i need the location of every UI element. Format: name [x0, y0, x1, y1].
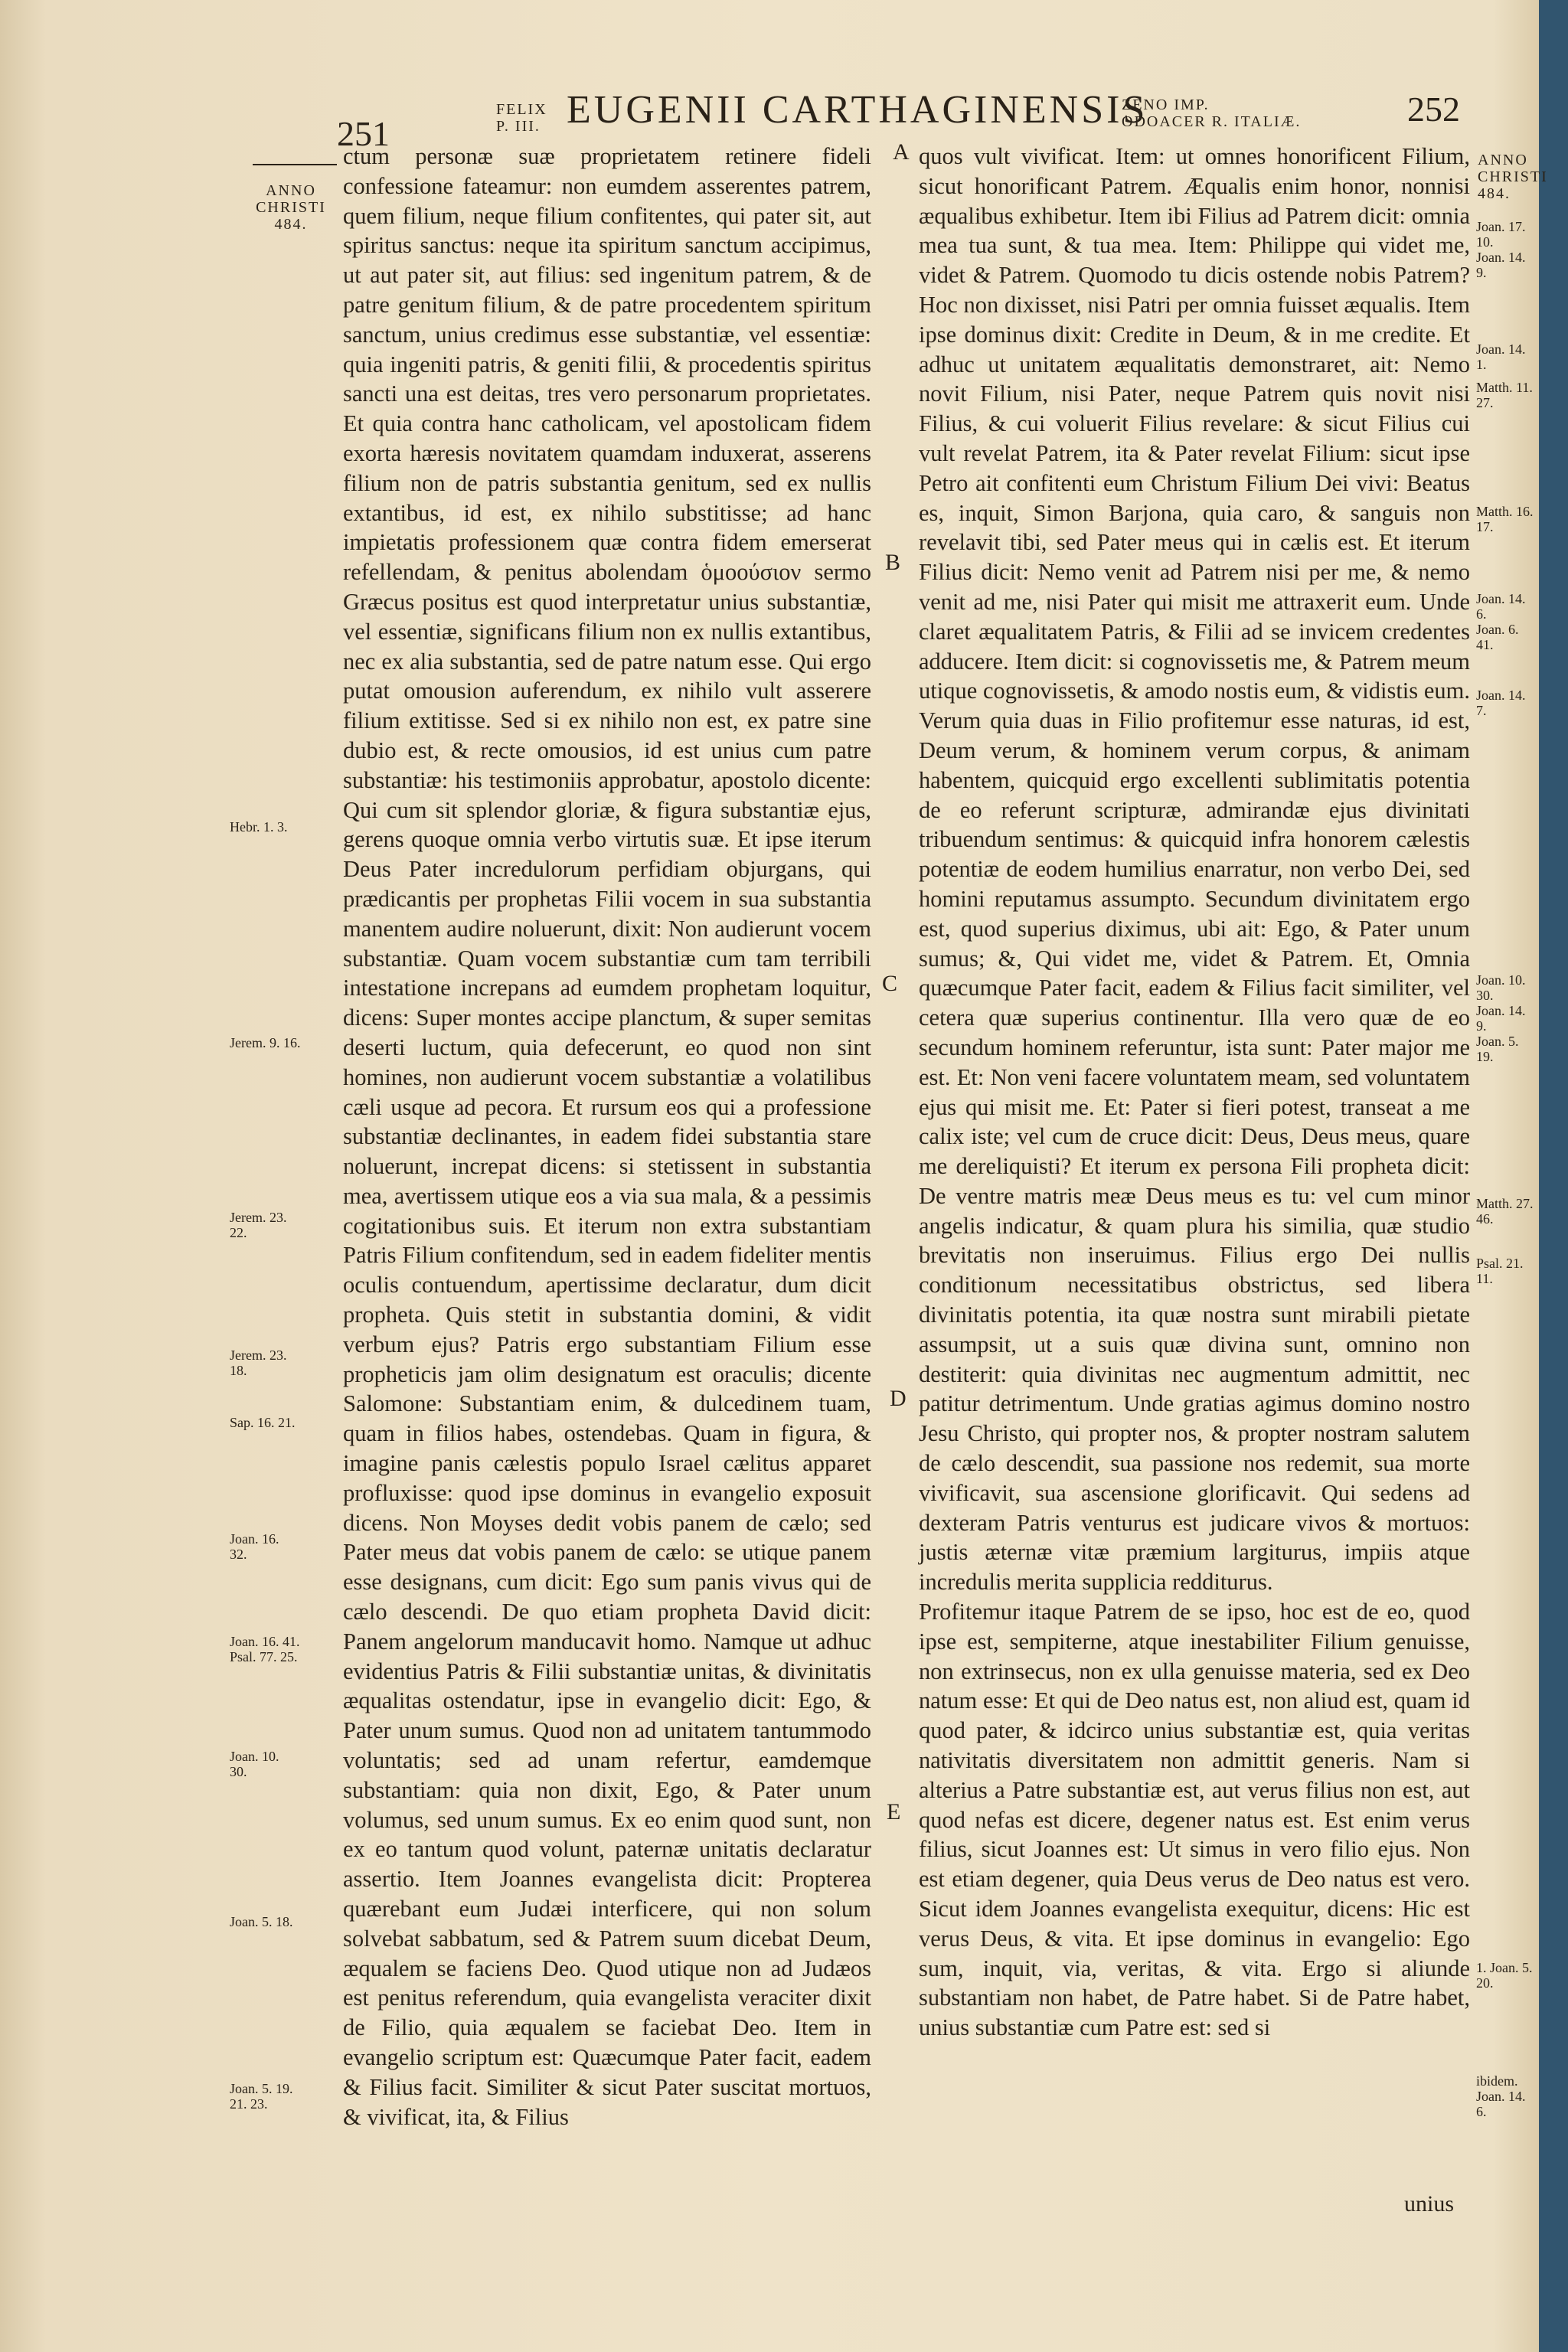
left-text-column: ctum personæ suæ proprietatem retinere fideli confessione fateamur: non eumdem asserentes patrem, quem filium, neque filium confitentes, qui pater sit, aut spiritus sanctus: neque ita spiritum sanctum accipimus, ut aut pater sit, aut filius: sed ingenitum patrem, & de patre genitum filium, & de patre procedentem spiritum sanctum, unius credimus esse substantiæ, vel essentiæ: quia ingeniti patris, & geniti filii, & procedentis spiritus sancti una est deitas, tres vero personarum proprietates. Et quia contra hanc catholicam, vel apostolicam fidem exorta hæresis novitatem quamdam induxerat, asserens filium non de patris substantia genitum, sed ex nullis extantibus, id est, ex nihilo substitisse; ad hanc impietatis professionem quæ contra fidem emerserat refellendam, & penitus abolendam ὁμοούσιον sermo Græcus positus est quod interpretatur unius substantiæ, vel essentiæ, significans filium non ex nullis extantibus, nec ex alia substantia, sed de patre natum esse. Qui ergo putat omousion auferendum, ex nihilo vult asserere filium extitisse. Sed si ex nihilo non est, ex patre sine dubio est, & recte omousios, id est unius cum patre substantiæ: his testimoniis approbatur, apostolo dicente: Qui cum sit splendor gloriæ, & figura substantiæ ejus, gerens quoque omnia verbo virtutis suæ. Et ipse iterum Deus Pater incredulorum perfidiam objurgans, qui prædicantis per prophetas Filii vocem in sua substantia manentem audire noluerunt, dixit: Non audierunt vocem substantiæ. Quam vocem substantiæ cum tam terribili intestatione increpans ad eumdem prophetam loquitur, dicens: Super montes accipe planctum, & super semitas deserti luctum, quia defecerunt, eo quod non sint homines, non audierunt vocem substantiæ a volatilibus cæli usque ad pecora. Et rursum eos qui a professione substantiæ declinantes, in eadem fidei substantia stare noluerunt, increpat dicens: si stetissent in substantia mea, avertissem utique eos a via sua mala, & a pessimis cogitationibus suis. Et iterum non extra substantiam Patris Filium confitendum, sed in eadem fideliter mentis oculis contuendum, apertissime declaratur, dum dicit propheta. Quis stetit in substantia domini, & vidit verbum ejus? Patris ergo substantiam Filium esse propheticis jam olim designatum est oraculis; dicente Salomone: Substantiam enim, & dulcedinem tuam, quam in filios habes, ostendebas. Quam in figura, & imagine panis cælestis populo Israel cælitus apparet profluxisse: quod ipse dominus in evangelio exposuit dicens. Non Moyses dedit vobis panem de cælo; sed Pater meus dat vobis panem de cælo: se utique panem esse designans, cum dicit: Ego sum panis vivus qui de cælo descendi. De quo etiam propheta David dicit: Panem angelorum manducavit homo. Namque ut adhuc evidentius Patris & Filii substantiæ unitas, & divinitatis æqualitas ostendatur, ipse in evangelio dicit: Ego, & Pater unum sumus. Quod non ad unitatem tantummodo voluntatis; sed ad unam refertur, eamdemque substantiam: quia non dixit, Ego, & Pater unum volumus, sed unum sumus. Ex eo enim quod sunt, non ex eo tantum quod volunt, paternæ unitatis declaratur assertio. Item Joannes evangelista dicit: Propterea quærebant eum Judæi interficere, qui non solum solvebat sabbatum, sed & Patrem suum dicebat Deum, æqualem se faciens Deo. Quod utique non ad Judæos est penitus referendum, quia evangelista veraciter dixit de Filio, quia æqualem se faciebat Deo. Item in evangelio scriptum est: Quæcumque Pater facit, eadem & Filius facit. Similiter & sicut Pater suscitat mortuos, & vivificat, ita, & Filius — [343, 143, 871, 2130]
margin-note: Joan. 17. 10. Joan. 14. 9. — [1476, 219, 1526, 280]
right-anno-christi: ANNO CHRISTI 484. — [1478, 152, 1548, 202]
margin-note: Joan. 14. 7. — [1476, 688, 1526, 718]
margin-note: Joan. 14. 1. — [1476, 341, 1526, 372]
right-page-number: 252 — [1407, 90, 1460, 129]
section-letter-d: D — [890, 1386, 906, 1411]
right-text-column: quos vult vivificat. Item: ut omnes honorificent Filium, sicut honorificant Patrem. Æqualis enim honor, nonnisi æqualibus exhibetur. Item ibi Filius ad Patrem dicit: omnia mea tua sunt, & tua mea. Item: Philippe qui videt me, videt & Patrem. Quomodo tu dicis ostende nobis Patrem? Hoc non dixisset, nisi Patri per omnia fuisset æqualis. Item ipse dominus dixit: Credite in Deum, & in me credite. Et adhuc ut unitatem æqualitatis demonstraret, ait: Nemo novit Filium, nisi Pater, neque Patrem quis novit nisi Filius, & cui voluerit Filius revelare: & sicut Filius cui vult revelat Patrem, ita & Pater revelat Filium: sicut ipse Petro ait confitenti eum Christum Filium Dei vivi: Beatus es, inquit, Simon Barjona, quia caro, & sanguis non revelavit tibi, sed Pater meus qui in cælis est. Et iterum Filius dicit: Nemo venit ad Patrem nisi per me, & nemo venit ad me, nisi Pater qui misit me attraxerit eum. Unde claret æqualitatem Patris, & Filii ad se invicem credentes adducere. Item dicit: si cognovissetis me, & Patrem meum utique cognovissetis, & amodo nostis eum, & vidistis eum. Verum quia duas in Filio profitemur esse naturas, id est, Deum verum, & hominem verum corpus, & animam habentem, quicquid ergo excellenti sublimitatis potentia de eo referunt scripturæ, admirandæ ejus divinitati tribuendum sentimus: & quicquid infra honorem cælestis potentiæ de eodem humilius enarratur, non verbo Dei, sed homini reputamus assumpto. Secundum divinitatem ergo est, quod superius diximus, ubi ait: Ego, & Pater unum sumus; &, Qui videt me, videt & Patrem. Et, Omnia quæcumque Pater facit, eadem & Filius facit similiter, vel cetera quæ superius continentur. Illa vero quæ de eo secundum hominem referuntur, ista sunt: Pater major me est. Et: Non veni facere voluntatem meam, sed voluntatem ejus qui misit me. Et: Pater si fieri potest, transeat a me calix iste; vel cum de cruce dicit: Deus, Deus meus, quare me dereliquisti? Et iterum ex persona Fili propheta dicit: De ventre matris meæ Deus meus es tu: vel cum minor angelis indicatur, & quam plura his similia, quæ studio brevitatis non inseruimus. Filius ergo Dei nullis conditionum necessitatibus obstrictus, sed libera divinitatis potentia, ita quæ nostra sunt mirabili pietate assumpsit, ut a suis quæ divina sunt, omnino non destiterit: quia divinitas nec augmentum admittit, nec patitur detrimentum. Unde gratias agimus domino nostro Jesu Christo, qui propter nos, & propter nostram salutem de cælo descendit, sua passione nos redemit, sua morte vivificavit, sua ascensione glorificavit. Qui sedens ad dexteram Patris venturus est judicare vivos & mortuos: justis æternæ vitæ præmium largiturus, impiis atque incredulis merita supplicia redditurus. Profitemur itaque Patrem de se ipso, hoc est de eo, quod ipse est, sempiterne, atque inestabiliter Filium genuisse, non extrinsecus, non ex ulla genuisse materia, sed ex Deo natum esse: Et qui de Deo natus est, non aliud est, quam id quod pater, & idcirco unius substantiæ est, quia veritas nativitatis diversitatem non admittit generis. Nam si alterius a Patre substantiæ est, aut verus filius non est, aut quod nefas est dicere, degener natus est. Est enim verus filius, sicut Joannes est: Ut simus in vero filio ejus. Non est etiam degener, quia Deus verus de Deo natus est vero. Sicut idem Joannes evangelista exequitur, dicens: Hic est verus Deus, & vita. Et ipse dominus in evangelio: Ego sum, inquit, via, veritas, & vita. Ergo si aliunde substantiam non habet, de Patre habet. Si de Patre habet, unius substantiæ cum Patre est: sed si — [919, 143, 1470, 2041]
section-letter-c: C — [882, 971, 898, 996]
right-running-head-small: ZENO IMP. ODOACER R. ITALIÆ. — [1122, 96, 1302, 130]
margin-note: Joan. 5. 19. 21. 23. — [230, 2081, 293, 2112]
margin-note: Matth. 27. 46. — [1476, 1196, 1534, 1227]
margin-note: Sap. 16. 21. — [230, 1415, 296, 1430]
margin-note: Joan. 10. 30. Joan. 14. 9. Joan. 5. 19. — [1476, 972, 1526, 1064]
margin-note: Hebr. 1. 3. — [230, 819, 288, 835]
margin-note: Jerem. 9. 16. — [230, 1035, 301, 1050]
margin-note: Joan. 16. 41. Psal. 77. 25. — [230, 1634, 300, 1664]
margin-note: Jerem. 23. 22. — [230, 1210, 287, 1240]
margin-note: 1. Joan. 5. 20. — [1476, 1960, 1533, 1991]
margin-note: Joan. 5. 18. — [230, 1914, 293, 1929]
margin-note: Joan. 16. 32. — [230, 1531, 279, 1562]
left-anno-christi: ANNO CHRISTI 484. — [256, 182, 326, 233]
margin-note: Joan. 10. 30. — [230, 1749, 279, 1779]
margin-note: Psal. 21. 11. — [1476, 1256, 1524, 1286]
margin-note: Matth. 11. 27. — [1476, 380, 1533, 410]
running-title: EUGENII CARTHAGINENSIS — [567, 88, 1148, 132]
section-letter-a: A — [893, 139, 910, 165]
margin-note: Jerem. 23. 18. — [230, 1348, 287, 1378]
section-letter-e: E — [887, 1799, 901, 1824]
left-page-number: 251 — [337, 114, 390, 153]
margin-note: Matth. 16. 17. — [1476, 504, 1534, 534]
left-running-head-small: FELIX P. III. — [496, 101, 547, 135]
left-anno-rule — [253, 164, 337, 165]
margin-note: Joan. 14. 6. Joan. 6. 41. — [1476, 591, 1526, 652]
section-letter-b: B — [885, 550, 901, 575]
margin-note: ibidem. Joan. 14. 6. — [1476, 2073, 1526, 2119]
catchword: unius — [1404, 2191, 1455, 2216]
